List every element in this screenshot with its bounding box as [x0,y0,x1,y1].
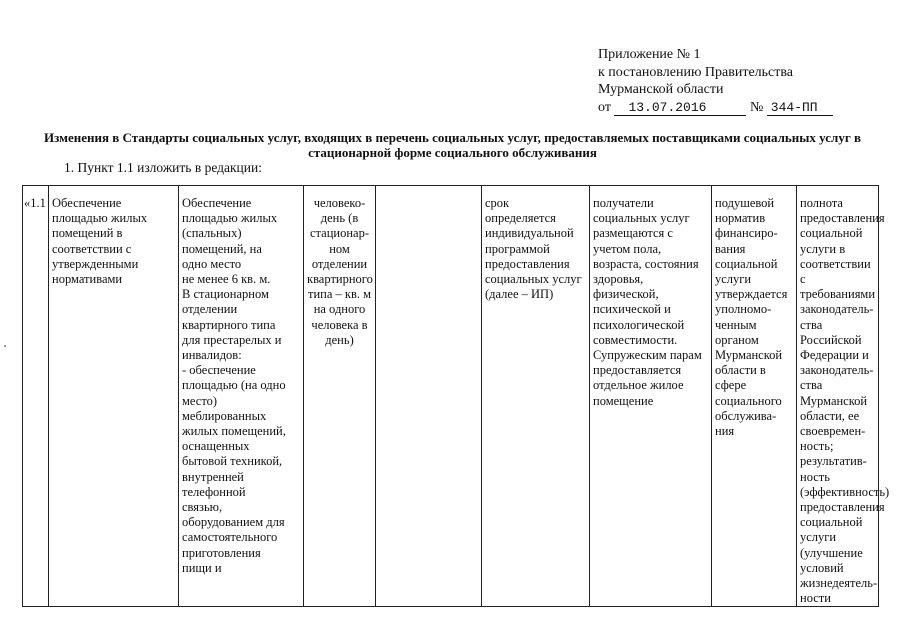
appendix-header [598,46,833,116]
cell-conditions: получатели социальных услуг размещаются с учетом пола, возраста, состояния здоровья, физической, психической и психологической совместимости. Супружеским парам предоставляется отдельное жилое помещение [590,186,712,607]
appendix-title: Приложение № 1 [598,47,701,62]
resolution-date: 13.07.2016 [614,101,746,116]
document-title: Изменения в Стандарты социальных услуг, входящих в перечень социальных услуг, предоставляемых поставщиками социальных услуг в стационарной форме социального обслуживания [43,130,862,160]
standard-table [22,185,890,607]
appendix-resolution: к постановлению Правительства [598,64,794,80]
cell-service-name: Обеспечение площадью жилых помещений в соответствии с утвержденными нормативами [49,186,179,607]
cell-empty [376,186,482,607]
appendix-date-number-line [598,99,833,117]
cell-service-description: Обеспечение площадью жилых (спальных) помещений, на одно место не менее 6 кв. м. В стационарном отделении квартирного типа для престарелых и инвалидов: - обеспечение площадью (на одно место) меблированных жилых помещений, оснащенных бытовой техникой, внутренней телефонной связью, оборудованием для самостоятельного приготовления пищи и [179,186,304,607]
table-row [23,186,879,607]
cell-term: срок определяется индивидуальной программой предоставления социальных услуг (далее – ИП) [482,186,590,607]
cell-financing: подушевой норматив финансиро- вания социальной услуги утверждается уполномо- ченным органом Мурманской области в сфере социального обслужива- ния [712,186,797,607]
number-prefix: № [749,99,764,115]
cell-item-number: «1.1 [23,186,49,607]
cell-quality-indicators: полнота предоставления социальной услуги в соответствии с требованиями законодатель- ства Российской Федерации и законодатель- ства Мурманской области, ее своевремен- ность; результатив- ность (эффективность) предоставления социальной услуги (улучшение условий жизнедеятель- ности [797,186,879,607]
date-prefix: от [598,99,611,115]
scan-mark [4,345,6,347]
appendix-region: Мурманской области [598,82,724,97]
resolution-number: 344-ПП [767,101,833,116]
point-instruction: 1. Пункт 1.1 изложить в редакции: [64,160,262,175]
cell-unit: человеко- день (в стационар- ном отделении квартирного типа – кв. м на одного человека в день) [304,186,376,607]
